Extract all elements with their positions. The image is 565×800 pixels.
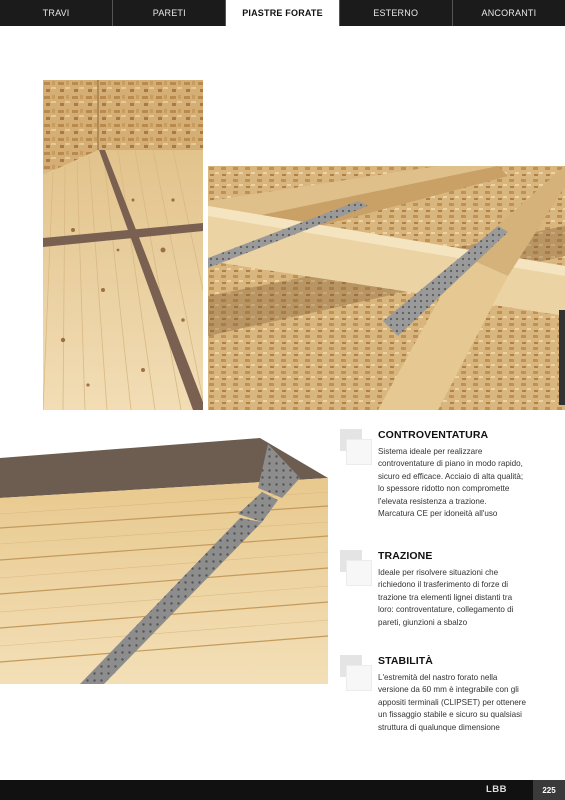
beams-strap-photo: [208, 166, 565, 410]
section-body: [378, 446, 548, 520]
tab-pareti[interactable]: PARETI: [113, 0, 226, 26]
body-line: lo spessore ridotto non compromette: [378, 484, 510, 494]
page-number: 225: [533, 780, 565, 800]
body-line: versione da 60 mm è integrabile con gli: [378, 685, 519, 695]
body-line: l'elevata resistenza a trazione.: [378, 496, 487, 506]
section-title: CONTROVENTATURA: [378, 429, 489, 441]
body-line: appositi terminali (CLIPSET) per ottenere: [378, 697, 526, 707]
section-body: [378, 567, 548, 629]
footer-bar: [0, 780, 565, 800]
floor-bracing-photo: [43, 80, 203, 410]
body-line: trazione tra elementi lignei distanti tra: [378, 592, 513, 602]
section-icon: [340, 429, 372, 469]
section-title: STABILITÀ: [378, 655, 433, 667]
deck-strap-photo: [0, 418, 328, 684]
section-title: TRAZIONE: [378, 550, 433, 562]
body-line: un fissaggio stabile e sicuro su qualsiasi: [378, 710, 522, 720]
tab-travi[interactable]: TRAVI: [0, 0, 113, 26]
section-icon: [340, 655, 372, 695]
body-line: Sistema ideale per realizzare: [378, 447, 483, 456]
body-line: loro: controventature, collegamento di: [378, 605, 514, 615]
body-line: sicuro ed efficace. Acciaio di alta qualità;: [378, 471, 524, 481]
body-line: struttura di qualunque dimensione: [378, 722, 500, 732]
body-line: richiedono il trasferimento di forze di: [378, 580, 509, 590]
tab-esterno[interactable]: ESTERNO: [340, 0, 453, 26]
body-line: L'estremità del nastro forato nella: [378, 673, 498, 682]
body-line: controventature di piano in modo rapido,: [378, 459, 523, 469]
tab-piastre-forate[interactable]: PIASTRE FORATE: [226, 0, 339, 26]
top-nav: [0, 0, 565, 26]
body-line: pareti, giunzioni a sbalzo: [378, 617, 468, 627]
section-icon: [340, 550, 372, 590]
body-line: Ideale per risolvere situazioni che: [378, 568, 499, 577]
brand-label: LBB: [485, 784, 507, 795]
side-marker: [559, 310, 565, 405]
body-line: Marcatura CE per idoneità all'uso: [378, 509, 498, 519]
section-body: [378, 672, 548, 734]
tab-ancoranti[interactable]: ANCORANTI: [453, 0, 565, 26]
